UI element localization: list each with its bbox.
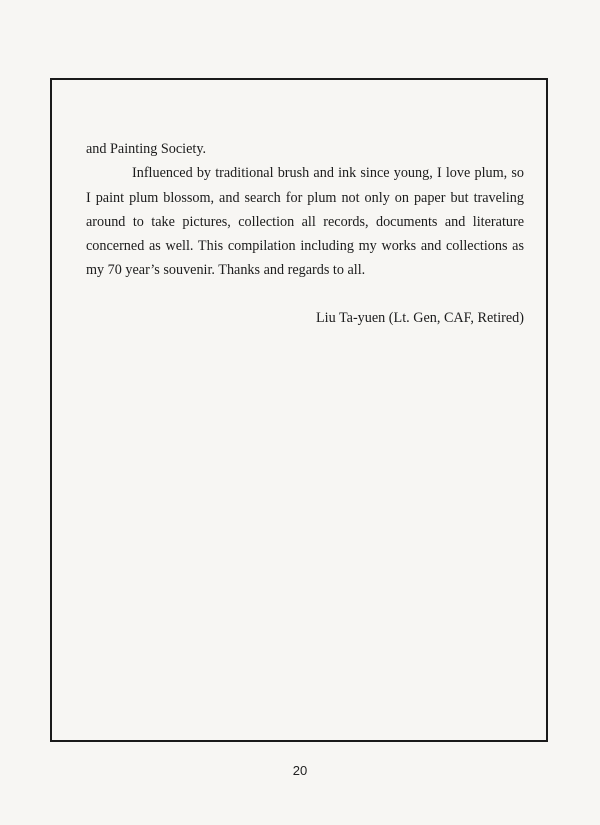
- page-number: 20: [292, 763, 308, 778]
- main-paragraph: Influenced by traditional brush and ink since young, I love plum, so I paint plum blossom, and search for plum not only on paper but traveling around to take pictures, collection all records, documents and literature concerned as well. This compilation including my works and collections as my 70 year’s souvenir. Thanks and regards to all.: [86, 165, 524, 279]
- author-signature: Liu Ta-yuen (Lt. Gen, CAF, Retired): [315, 310, 524, 326]
- body-text: [86, 137, 524, 283]
- continuation-line: and Painting Society.: [86, 141, 207, 157]
